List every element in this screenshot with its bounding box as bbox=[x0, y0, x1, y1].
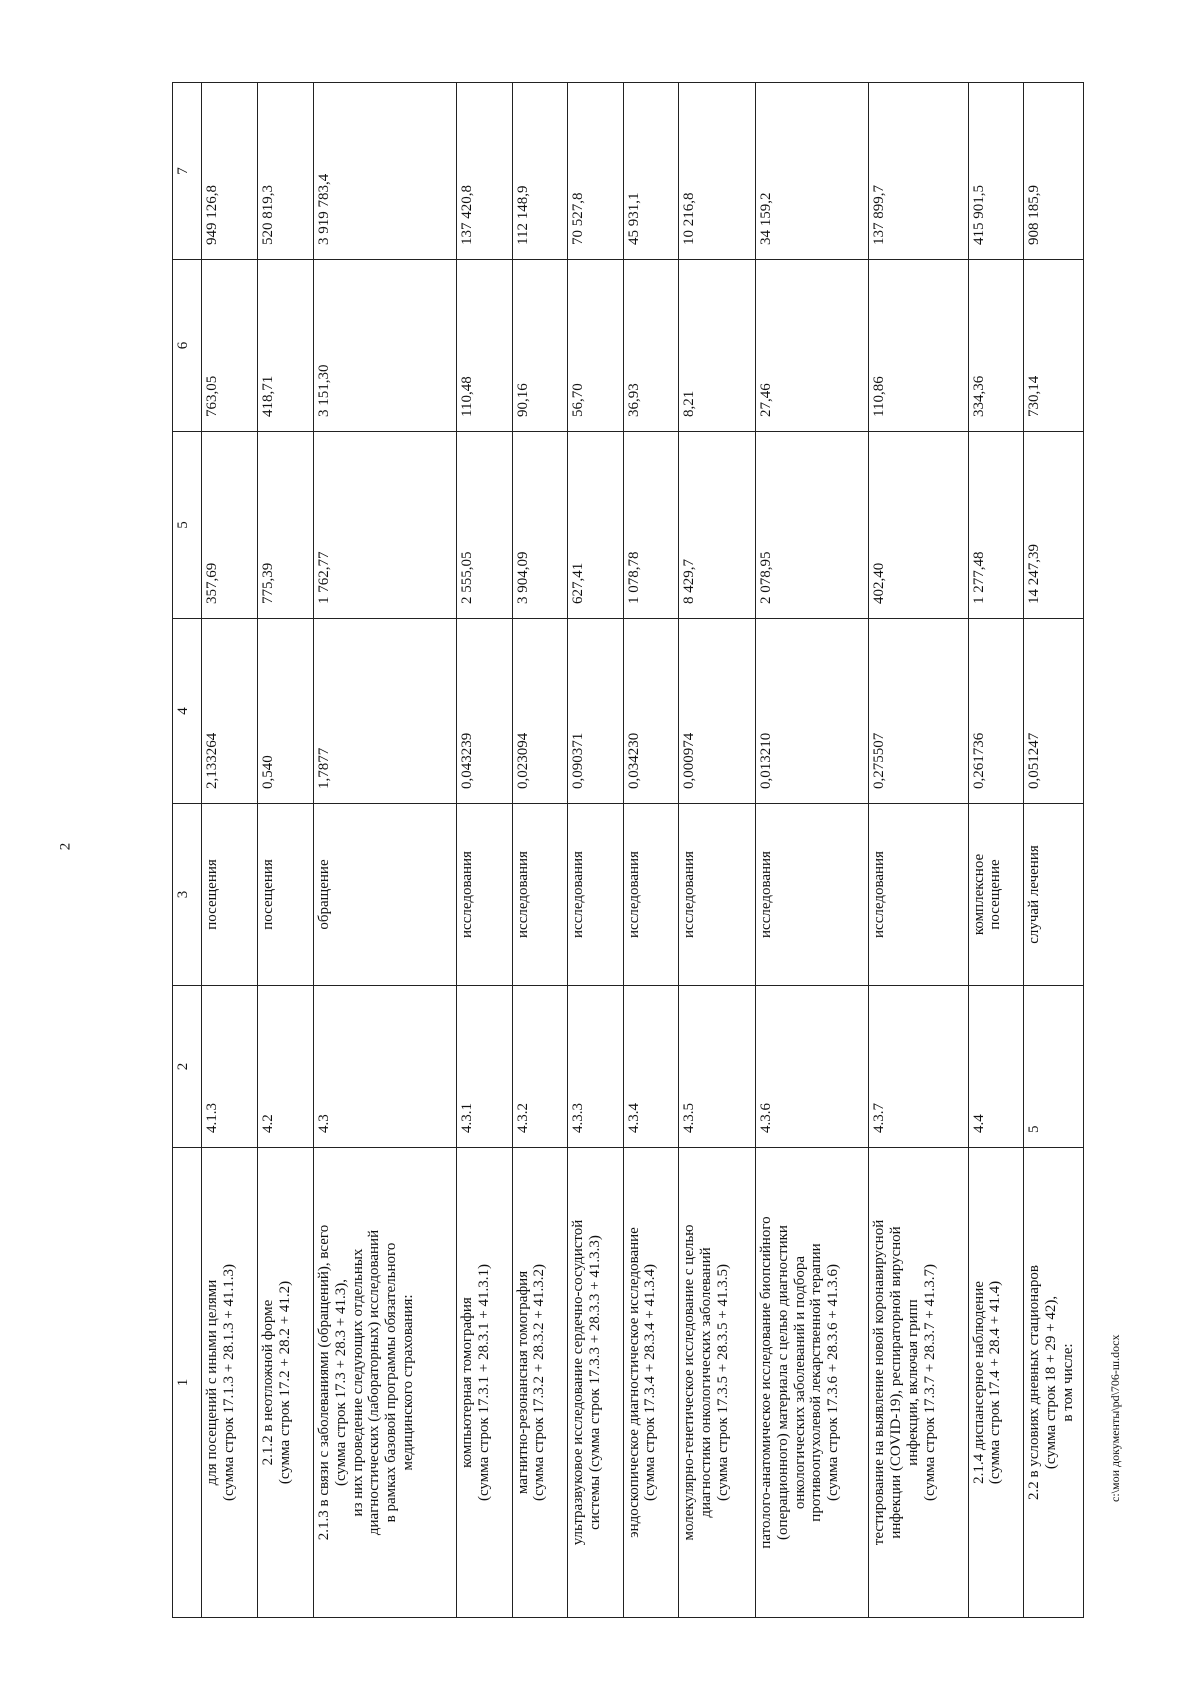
table-cell-col1: молекулярно-генетическое исследование с целью диагностики онкологических заболеваний (сумма строк 17.3.5 + 28.3.5 + 41.3.5) bbox=[679, 1148, 756, 1618]
table-cell-col2: 4.1.3 bbox=[201, 986, 258, 1148]
header-cell: 6 bbox=[173, 260, 202, 432]
table-cell-col3: исследования bbox=[512, 804, 568, 986]
table-cell-col5: 14 247,39 bbox=[1024, 432, 1084, 619]
table-cell-col3: посещения bbox=[258, 804, 314, 986]
table-cell-col4: 0,090371 bbox=[568, 619, 624, 804]
table-cell-col7: 949 126,8 bbox=[201, 83, 258, 260]
table-cell-col7: 137 899,7 bbox=[869, 83, 968, 260]
table-cell-col7: 908 185,9 bbox=[1024, 83, 1084, 260]
table-cell-col1: эндоскопическое диагностическое исследование (сумма строк 17.3.4 + 28.3.4 + 41.3.4) bbox=[623, 1148, 679, 1618]
data-table bbox=[172, 82, 1084, 1618]
table-cell-col2: 5 bbox=[1024, 986, 1084, 1148]
table-cell-col2: 4.3.5 bbox=[679, 986, 756, 1148]
table-cell-col1: для посещений с иными целями (сумма строк 17.1.3 + 28.1.3 + 41.1.3) bbox=[201, 1148, 258, 1618]
table-cell-col5: 8 429,7 bbox=[679, 432, 756, 619]
rotated-table-wrapper bbox=[172, 83, 1084, 1618]
table-cell-col3: случай лечения bbox=[1024, 804, 1084, 986]
table-row bbox=[568, 83, 624, 1618]
table-cell-col3: комплексное посещение bbox=[968, 804, 1024, 986]
header-cell: 4 bbox=[173, 619, 202, 804]
table-row bbox=[1024, 83, 1084, 1618]
footer-file-path: c:\мои документы\pd\706-ш.docx bbox=[1108, 1334, 1122, 1502]
table-cell-col5: 1 277,48 bbox=[968, 432, 1024, 619]
header-cell: 7 bbox=[173, 83, 202, 260]
table-row bbox=[968, 83, 1024, 1618]
table-cell-col7: 70 527,8 bbox=[568, 83, 624, 260]
table-cell-col1: 2.1.2 в неотложной форме (сумма строк 17.2 + 28.2 + 41.2) bbox=[258, 1148, 314, 1618]
table-row bbox=[756, 83, 869, 1618]
table-cell-col4: 0,275507 bbox=[869, 619, 968, 804]
table-cell-col2: 4.3.2 bbox=[512, 986, 568, 1148]
table-cell-col5: 3 904,09 bbox=[512, 432, 568, 619]
table-cell-col6: 3 151,30 bbox=[313, 260, 456, 432]
table-cell-col1: 2.1.4 диспансерное наблюдение (сумма строк 17.4 + 28.4 + 41.4) bbox=[968, 1148, 1024, 1618]
table-cell-col1: патолого-анатомическое исследование биопсийного (операционного) материала с целью диагностики онкологических заболеваний и подбора противоопухолевой лекарственной терапии (сумма строк 17.3.6 + 28.3.6 + 41.3.6) bbox=[756, 1148, 869, 1618]
table-row bbox=[679, 83, 756, 1618]
table-cell-col4: 0,023094 bbox=[512, 619, 568, 804]
header-cell: 3 bbox=[173, 804, 202, 986]
table-row bbox=[512, 83, 568, 1618]
table-cell-col3: исследования bbox=[869, 804, 968, 986]
header-row bbox=[173, 83, 202, 1618]
table-cell-col7: 520 819,3 bbox=[258, 83, 314, 260]
page-number: 2 bbox=[57, 842, 74, 851]
table-cell-col6: 334,36 bbox=[968, 260, 1024, 432]
table-cell-col3: исследования bbox=[679, 804, 756, 986]
table-cell-col2: 4.2 bbox=[258, 986, 314, 1148]
table-cell-col2: 4.3.7 bbox=[869, 986, 968, 1148]
table-cell-col3: посещения bbox=[201, 804, 258, 986]
table-cell-col6: 763,05 bbox=[201, 260, 258, 432]
table-cell-col5: 357,69 bbox=[201, 432, 258, 619]
table-cell-col1: магнитно-резонансная томография (сумма строк 17.3.2 + 28.3.2 + 41.3.2) bbox=[512, 1148, 568, 1618]
table-cell-col4: 0,043239 bbox=[457, 619, 513, 804]
table-row bbox=[869, 83, 968, 1618]
table-cell-col2: 4.3.6 bbox=[756, 986, 869, 1148]
table-cell-col3: исследования bbox=[623, 804, 679, 986]
table-cell-col6: 27,46 bbox=[756, 260, 869, 432]
table-cell-col3: обращение bbox=[313, 804, 456, 986]
table-cell-col6: 56,70 bbox=[568, 260, 624, 432]
table-cell-col2: 4.3 bbox=[313, 986, 456, 1148]
table-cell-col4: 0,013210 bbox=[756, 619, 869, 804]
table-cell-col4: 0,000974 bbox=[679, 619, 756, 804]
table-cell-col7: 415 901,5 bbox=[968, 83, 1024, 260]
table-cell-col7: 3 919 783,4 bbox=[313, 83, 456, 260]
table-cell-col7: 137 420,8 bbox=[457, 83, 513, 260]
header-cell: 1 bbox=[173, 1148, 202, 1618]
table-row bbox=[623, 83, 679, 1618]
table-cell-col7: 112 148,9 bbox=[512, 83, 568, 260]
table-cell-col6: 730,14 bbox=[1024, 260, 1084, 432]
table-cell-col2: 4.3.4 bbox=[623, 986, 679, 1148]
table-cell-col2: 4.3.3 bbox=[568, 986, 624, 1148]
table-cell-col6: 110,86 bbox=[869, 260, 968, 432]
table-row bbox=[313, 83, 456, 1618]
table-cell-col3: исследования bbox=[756, 804, 869, 986]
table-cell-col5: 2 555,05 bbox=[457, 432, 513, 619]
header-cell: 5 bbox=[173, 432, 202, 619]
table-cell-col4: 0,051247 bbox=[1024, 619, 1084, 804]
table-cell-col3: исследования bbox=[457, 804, 513, 986]
table-cell-col4: 0,034230 bbox=[623, 619, 679, 804]
table-cell-col6: 8,21 bbox=[679, 260, 756, 432]
table-cell-col1: компьютерная томография (сумма строк 17.3.1 + 28.3.1 + 41.3.1) bbox=[457, 1148, 513, 1618]
table-row bbox=[258, 83, 314, 1618]
table-cell-col4: 0,261736 bbox=[968, 619, 1024, 804]
table-cell-col5: 775,39 bbox=[258, 432, 314, 619]
table-cell-col3: исследования bbox=[568, 804, 624, 986]
table-cell-col2: 4.3.1 bbox=[457, 986, 513, 1148]
table-cell-col6: 90,16 bbox=[512, 260, 568, 432]
table-cell-col4: 2,133264 bbox=[201, 619, 258, 804]
table-cell-col5: 1 078,78 bbox=[623, 432, 679, 619]
table-cell-col7: 45 931,1 bbox=[623, 83, 679, 260]
table-cell-col5: 627,41 bbox=[568, 432, 624, 619]
table-cell-col1: 2.1.3 в связи с заболеваниями (обращений), всего (сумма строк 17.3 + 28.3 + 41.3), из них проведение следующих отдельных диагностических (лабораторных) исследований в рамках базовой программы обязательного медицинского страхования: bbox=[313, 1148, 456, 1618]
table-cell-col6: 36,93 bbox=[623, 260, 679, 432]
table-cell-col1: тестирование на выявление новой коронавирусной инфекции (COVID-19), респираторной вирусной инфекции, включая грипп (сумма строк 17.3.7 + 28.3.7 + 41.3.7) bbox=[869, 1148, 968, 1618]
table-cell-col5: 1 762,77 bbox=[313, 432, 456, 619]
table-cell-col2: 4.4 bbox=[968, 986, 1024, 1148]
table-cell-col7: 10 216,8 bbox=[679, 83, 756, 260]
table-cell-col6: 418,71 bbox=[258, 260, 314, 432]
table-row bbox=[457, 83, 513, 1618]
table-cell-col7: 34 159,2 bbox=[756, 83, 869, 260]
table-cell-col5: 2 078,95 bbox=[756, 432, 869, 619]
table-row bbox=[201, 83, 258, 1618]
header-cell: 2 bbox=[173, 986, 202, 1148]
table-cell-col5: 402,40 bbox=[869, 432, 968, 619]
table-cell-col4: 1,7877 bbox=[313, 619, 456, 804]
table-cell-col4: 0,540 bbox=[258, 619, 314, 804]
table-cell-col1: 2.2 в условиях дневных стационаров (сумма строк 18 + 29 + 42), в том числе: bbox=[1024, 1148, 1084, 1618]
table-cell-col6: 110,48 bbox=[457, 260, 513, 432]
table-cell-col1: ультразвуковое исследование сердечно-сосудистой системы (сумма строк 17.3.3 + 28.3.3 + 41.3.3) bbox=[568, 1148, 624, 1618]
